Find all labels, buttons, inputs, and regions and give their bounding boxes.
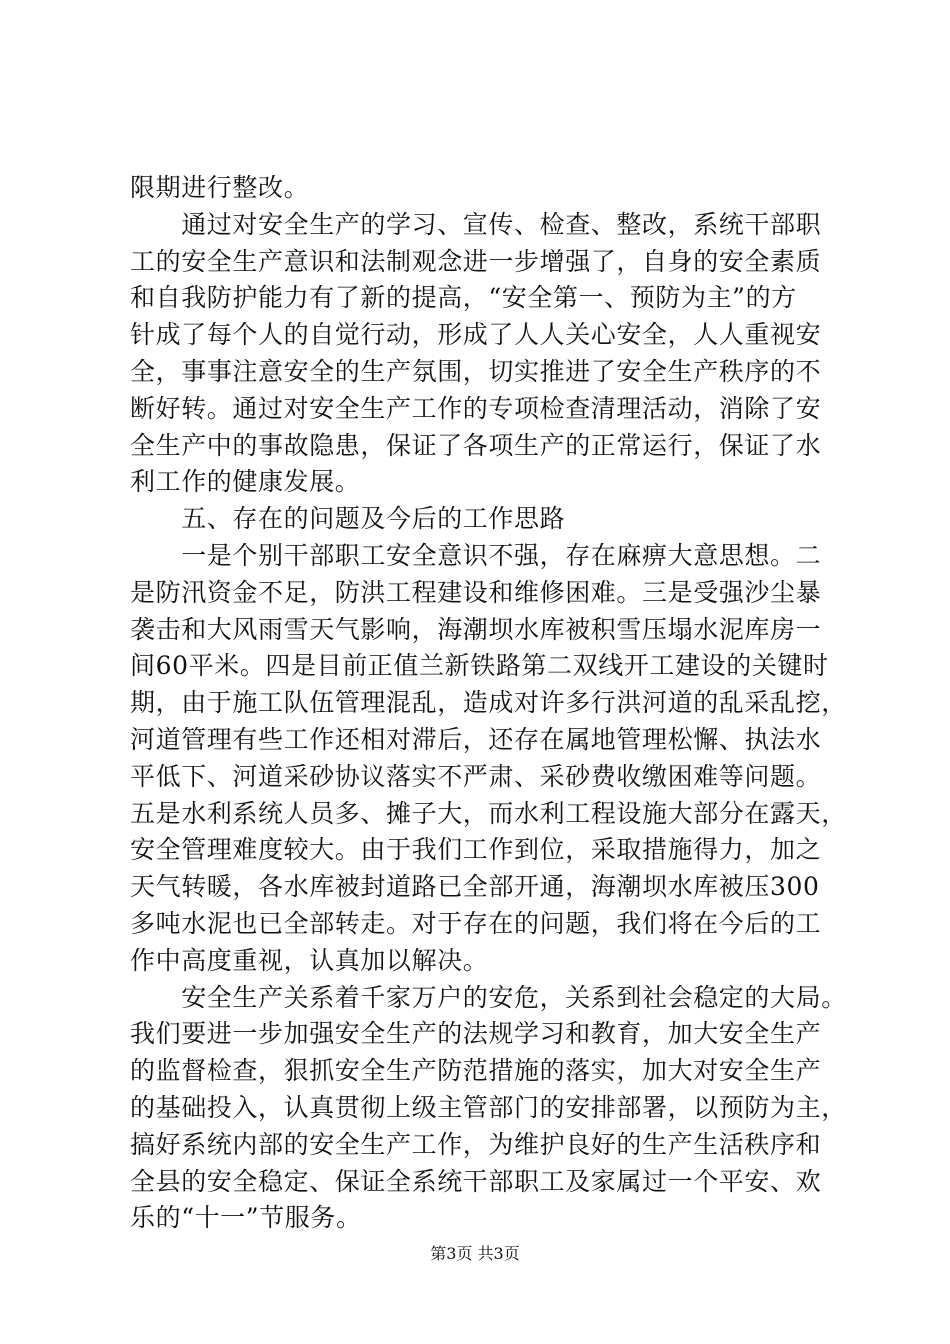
text-line: 间60平米。四是目前正值兰新铁路第二双线开工建设的关键时 <box>130 651 829 681</box>
text-line: 平低下、河道采砂协议落实不严肃、采砂费收缴困难等问题。 <box>130 761 822 791</box>
text-line: 是防汛资金不足，防洪工程建设和维修困难。三是受强沙尘暴 <box>130 577 822 607</box>
text-line: 通过对安全生产的学习、宣传、检查、整改，系统干部职 <box>130 209 822 239</box>
text-line: 的监督检查，狠抓安全生产防范措施的落实，加大对安全生产 <box>130 1056 822 1086</box>
text-line: 全县的安全稳定、保证全系统干部职工及家属过一个平安、欢 <box>130 1166 822 1196</box>
text-line: 乐的“十一”节服务。 <box>130 1203 362 1233</box>
text-line: 多吨水泥也已全部转走。对于存在的问题，我们将在今后的工 <box>130 908 822 938</box>
section-heading: 五、存在的问题及今后的工作思路 <box>130 504 566 534</box>
page-footer <box>0 1243 950 1265</box>
text-line: 袭击和大风雨雪天气影响，海潮坝水库被积雪压塌水泥库房一 <box>130 614 822 644</box>
text-line: 河道管理有些工作还相对滞后，还存在属地管理松懈、执法水 <box>130 724 822 754</box>
text-line: 利工作的健康发展。 <box>130 467 361 497</box>
text-line: 期，由于施工队伍管理混乱，造成对许多行洪河道的乱采乱挖， <box>130 688 847 718</box>
text-line: 全生产中的事故隐患，保证了各项生产的正常运行，保证了水 <box>130 430 822 460</box>
text-line: 一是个别干部职工安全意识不强，存在麻痹大意思想。二 <box>130 540 822 570</box>
text-line: 工的安全生产意识和法制观念进一步增强了，自身的安全素质 <box>130 246 822 276</box>
page-number: 第3页 <box>430 1244 473 1263</box>
text-line: 搞好系统内部的安全生产工作，为维护良好的生产生活秩序和 <box>130 1129 822 1159</box>
text-line: 我们要进一步加强安全生产的法规学习和教育，加大安全生产 <box>130 1019 822 1049</box>
text-line: 五是水利系统人员多、摊子大，而水利工程设施大部分在露天， <box>130 798 847 828</box>
page-total: 共3页 <box>477 1244 520 1263</box>
text-line: 针成了每个人的自觉行动，形成了人人关心安全，人人重视安 <box>130 320 822 350</box>
body-text <box>130 170 847 1237</box>
text-line: 作中高度重视，认真加以解决。 <box>130 945 489 975</box>
text-line: 天气转暖，各水库被封道路已全部开通，海潮坝水库被压300 <box>130 872 820 902</box>
text-line: 全，事事注意安全的生产氛围，切实推进了安全生产秩序的不 <box>130 356 822 386</box>
text-line: 和自我防护能力有了新的提高，“安全第一、预防为主”的方 <box>130 283 797 313</box>
text-line: 的基础投入，认真贯彻上级主管部门的安排部署，以预防为主， <box>130 1092 847 1122</box>
text-line: 限期进行整改。 <box>130 173 310 202</box>
text-line: 断好转。通过对安全生产工作的专项检查清理活动，消除了安 <box>130 393 822 423</box>
text-line: 安全管理难度较大。由于我们工作到位，采取措施得力，加之 <box>130 835 822 865</box>
text-line: 安全生产关系着千家万户的安危，关系到社会稳定的大局。 <box>130 982 847 1012</box>
